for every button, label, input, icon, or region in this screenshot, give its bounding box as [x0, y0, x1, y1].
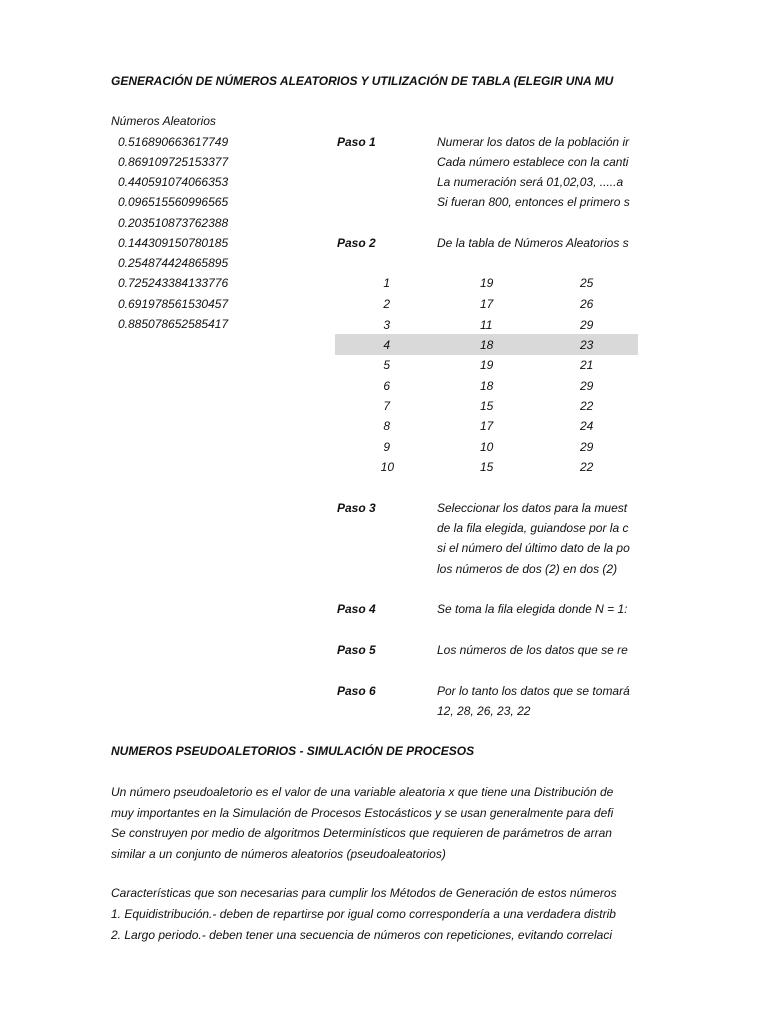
paragraph-line: 2. Largo periodo.- deben tener una secuencia de números con repeticiones, evitando correlaci: [111, 928, 612, 942]
table-cell: 19: [480, 358, 494, 372]
table-row-index: 6: [383, 379, 390, 393]
paragraph-line: Un número pseudoaletorio es el valor de una variable aleatoria x que tiene una Distribución de: [111, 785, 614, 799]
step-label: Paso 4: [337, 602, 376, 616]
paragraph-line: 1. Equidistribución.- deben de repartirse por igual como correspondería a una verdadera distrib: [111, 907, 616, 921]
paragraph-line: muy importantes en la Simulación de Procesos Estocásticos y se usan generalmente para defi: [111, 806, 614, 820]
random-number: 0.203510873762388: [118, 216, 229, 230]
page-title: GENERACIÓN DE NÚMEROS ALEATORIOS Y UTILIZACIÓN DE TABLA (ELEGIR UNA MU: [111, 74, 614, 88]
table-cell: 23: [580, 338, 594, 352]
table-cell: 11: [480, 318, 493, 332]
random-numbers-header: Números Aleatorios: [111, 114, 216, 128]
table-row-index: 7: [383, 399, 390, 413]
table-cell: 19: [480, 276, 494, 290]
table-cell: 15: [480, 460, 494, 474]
step-text: Si fueran 800, entonces el primero s: [437, 195, 630, 209]
step-label: Paso 3: [337, 501, 376, 515]
step-text: Por lo tanto los datos que se tomará: [437, 684, 630, 698]
table-row-index: 3: [383, 318, 390, 332]
table-row-index: 10: [380, 460, 394, 474]
table-row-index: 2: [383, 297, 390, 311]
step-label: Paso 1: [337, 135, 376, 149]
step-label: Paso 2: [337, 236, 376, 250]
step-text: los números de dos (2) en dos (2): [437, 562, 618, 576]
step-label: Paso 5: [337, 643, 376, 657]
table-cell: 17: [480, 419, 494, 433]
step-text: Seleccionar los datos para la muest: [437, 501, 628, 515]
table-row-index: 9: [383, 440, 390, 454]
table-cell: 29: [580, 318, 594, 332]
table-cell: 18: [480, 379, 494, 393]
random-number: 0.885078652585417: [118, 317, 229, 331]
step-label: Paso 6: [337, 684, 376, 698]
step-text: De la tabla de Números Aleatorios s: [437, 236, 629, 250]
random-number: 0.691978561530457: [118, 297, 229, 311]
step-text: de la fila elegida, guiandose por la c: [437, 521, 629, 535]
table-row-index: 4: [383, 338, 390, 352]
random-number: 0.254874424865895: [118, 256, 229, 270]
table-cell: 18: [480, 338, 494, 352]
table-cell: 29: [580, 440, 594, 454]
table-row-index: 5: [383, 358, 390, 372]
random-number: 0.869109725153377: [118, 155, 229, 169]
step-text: Los números de los datos que se re: [437, 643, 628, 657]
table-cell: 22: [580, 399, 594, 413]
step-text: Numerar los datos de la población ir: [437, 135, 630, 149]
step-text: si el número del último dato de la po: [437, 541, 630, 555]
random-number: 0.440591074066353: [118, 175, 229, 189]
table-cell: 24: [580, 419, 594, 433]
table-cell: 29: [580, 379, 594, 393]
step-text: 12, 28, 26, 23, 22: [437, 704, 531, 718]
table-cell: 10: [480, 440, 494, 454]
table-cell: 17: [480, 297, 494, 311]
table-row-index: 8: [383, 419, 390, 433]
table-cell: 25: [580, 276, 594, 290]
table-row-index: 1: [383, 276, 390, 290]
step-text: Se toma la fila elegida donde N = 1:: [437, 602, 628, 616]
paragraph-line: Se construyen por medio de algoritmos Determinísticos que requieren de parámetros de arran: [111, 826, 612, 840]
table-cell: 21: [580, 358, 594, 372]
table-cell: 15: [480, 399, 494, 413]
step-text: Cada número establece con la canti: [437, 155, 629, 169]
section-title: NUMEROS PSEUDOALETORIOS - SIMULACIÓN DE PROCESOS: [111, 744, 475, 758]
table-cell: 26: [580, 297, 594, 311]
paragraph-line: similar a un conjunto de números aleatorios (pseudoaleatorios): [111, 847, 446, 861]
random-number: 0.144309150780185: [118, 236, 229, 250]
table-cell: 22: [580, 460, 594, 474]
random-number: 0.725243384133776: [118, 276, 229, 290]
random-number: 0.096515560996565: [118, 195, 229, 209]
paragraph-line: Características que son necesarias para cumplir los Métodos de Generación de estos números: [111, 886, 617, 900]
step-text: La numeración será 01,02,03, .....a: [437, 175, 624, 189]
random-number: 0.516890663617749: [118, 135, 229, 149]
